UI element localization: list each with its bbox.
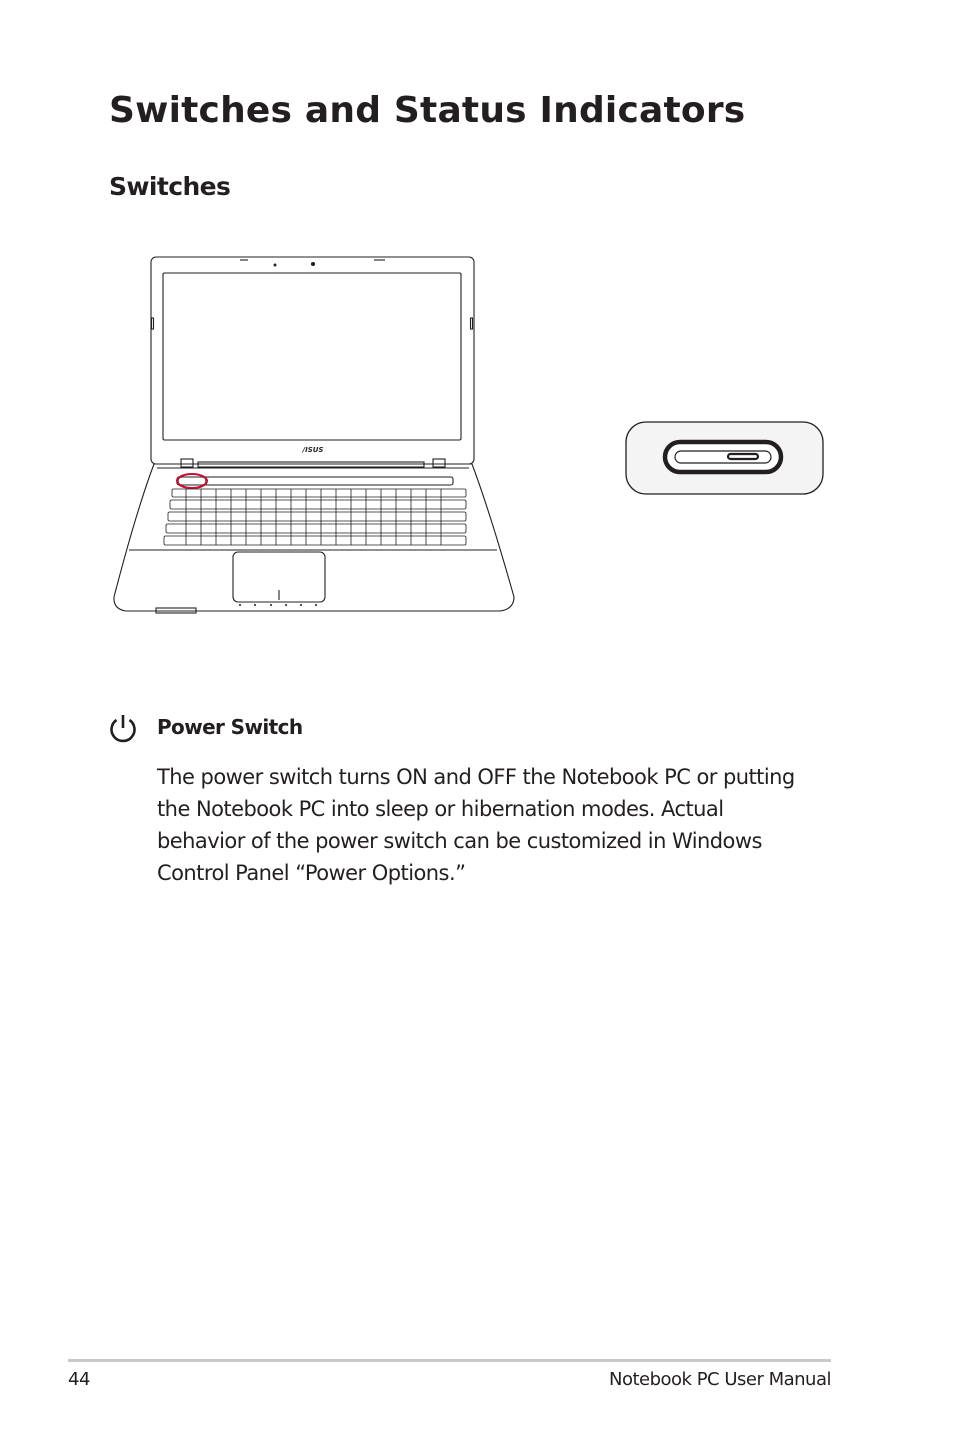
page-title: Switches and Status Indicators [109,90,746,131]
manual-title: Notebook PC User Manual [608,1369,831,1390]
power-switch-title: Power Switch [157,715,303,739]
power-switch-closeup [626,422,823,494]
power-icon [108,713,138,745]
description-line: the Notebook PC into sleep or hibernation modes. Actual [157,797,724,821]
brand-logo: /ISUS [302,446,324,454]
laptop-illustration [114,257,514,613]
description-line: behavior of the power switch can be customized in Windows [157,829,762,853]
footer-divider [68,1359,831,1362]
power-switch-description [157,761,857,889]
page-number: 44 [68,1369,91,1390]
section-heading: Switches [109,172,231,201]
description-line: Control Panel “Power Options.” [157,861,466,885]
switches-figure [108,252,828,622]
description-line: The power switch turns ON and OFF the Notebook PC or putting [157,765,795,789]
